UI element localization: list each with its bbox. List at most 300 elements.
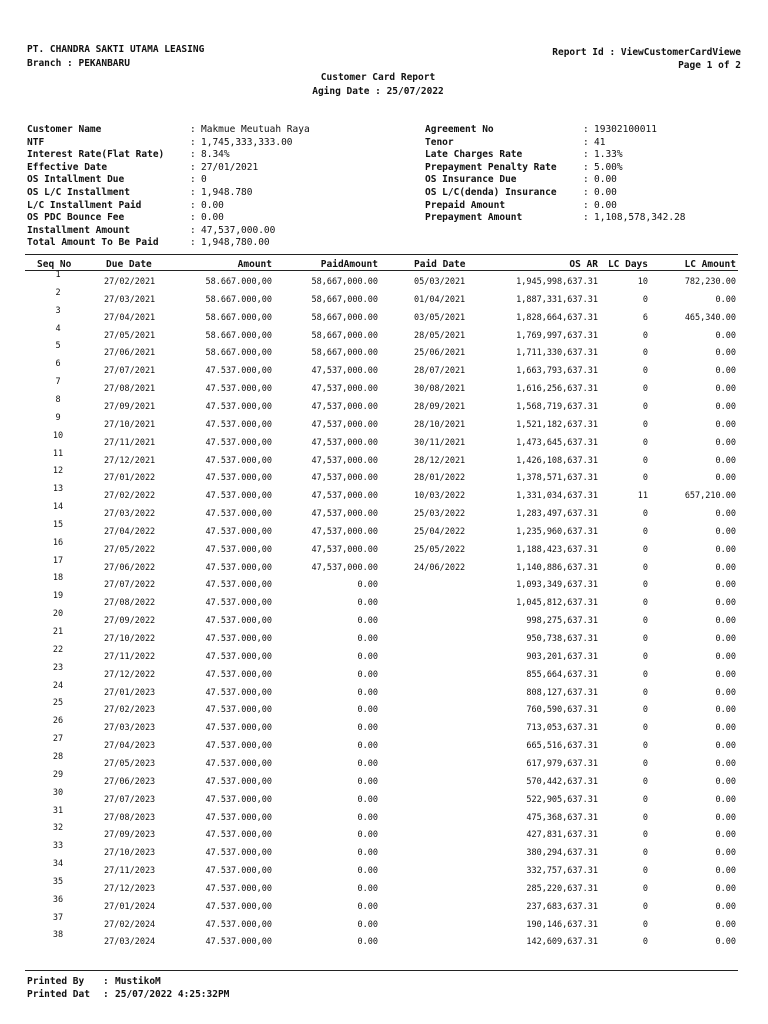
cell-lc-amount: 0.00 — [715, 419, 736, 430]
info-value: 41 — [594, 136, 606, 148]
cell-lc-amount: 0.00 — [715, 669, 736, 680]
table-row — [0, 377, 768, 396]
table-row — [0, 876, 768, 896]
cell-amount: 47.537.000,00 — [205, 384, 272, 395]
table-row — [0, 930, 768, 949]
info-label: OS Intallment Due — [27, 174, 125, 186]
cell-paid-amount: 0.00 — [357, 705, 378, 716]
cell-os-ar: 332,757,637.31 — [526, 866, 598, 877]
cell-lc-amount: 0.00 — [715, 901, 736, 912]
cell-due-date: 27/05/2023 — [104, 758, 156, 769]
cell-seq-no: 36 — [52, 894, 64, 905]
cell-paid-date: 25/05/2022 — [414, 544, 466, 555]
cell-due-date: 27/03/2021 — [104, 294, 156, 305]
cell-amount: 47.537.000,00 — [205, 526, 272, 537]
cell-os-ar: 190,146,637.31 — [526, 919, 598, 930]
cell-lc-amount: 0.00 — [715, 937, 736, 948]
cell-lc-amount: 0.00 — [715, 562, 736, 573]
cell-lc-amount: 0.00 — [715, 723, 736, 734]
cell-lc-days: 0 — [642, 473, 648, 484]
cell-lc-days: 0 — [642, 669, 648, 680]
info-label: Prepayment Penalty Rate — [425, 161, 557, 173]
col-amount: Amount — [237, 259, 272, 270]
info-label: Customer Name — [27, 124, 102, 135]
cell-seq-no: 19 — [52, 591, 64, 602]
cell-os-ar: 1,283,497,637.31 — [516, 509, 598, 520]
cell-os-ar: 1,887,331,637.31 — [516, 294, 598, 305]
info-value: 0 — [201, 174, 207, 186]
cell-paid-amount: 0.00 — [357, 848, 378, 859]
cell-os-ar: 1,140,886,637.31 — [516, 562, 598, 573]
cell-amount: 47.537.000,00 — [205, 616, 272, 627]
cell-paid-amount: 0.00 — [357, 830, 378, 841]
company-name: PT. CHANDRA SAKTI UTAMA LEASING — [27, 44, 205, 55]
cell-lc-amount: 0.00 — [715, 705, 736, 716]
cell-seq-no: 30 — [52, 787, 64, 798]
info-value: 0.00 — [201, 212, 224, 224]
cell-paid-date: 03/05/2021 — [414, 312, 466, 323]
cell-paid-amount: 58,667,000.00 — [311, 294, 378, 305]
cell-lc-days: 0 — [642, 544, 648, 555]
cell-os-ar: 855,664,637.31 — [526, 669, 598, 680]
table-row — [0, 287, 768, 307]
cell-lc-days: 0 — [642, 830, 648, 841]
cell-amount: 47.537.000,00 — [205, 598, 272, 609]
table-row — [0, 751, 768, 771]
cell-seq-no: 22 — [52, 644, 64, 655]
table-row — [0, 823, 768, 842]
cell-seq-no: 7 — [55, 377, 61, 388]
cell-amount: 47.537.000,00 — [205, 580, 272, 591]
footer-rule — [25, 970, 738, 971]
cell-amount: 47.537.000,00 — [205, 634, 272, 644]
cell-os-ar: 998,275,637.31 — [526, 616, 598, 627]
branch: Branch : PEKANBARU — [27, 58, 130, 69]
info-value: 0.00 — [594, 187, 617, 198]
info-label: Prepaid Amount — [425, 199, 506, 211]
cell-paid-amount: 47,537,000.00 — [311, 437, 378, 448]
cell-paid-date: 01/04/2021 — [414, 294, 466, 305]
table-row — [0, 680, 768, 700]
cell-seq-no: 10 — [52, 430, 64, 441]
cell-amount: 58.667.000,00 — [205, 277, 272, 287]
cell-seq-no: 6 — [55, 359, 61, 370]
cell-os-ar: 570,442,637.31 — [526, 776, 598, 787]
table-row — [0, 805, 768, 825]
cell-due-date: 27/06/2021 — [104, 348, 156, 359]
cell-amount: 47.537.000,00 — [205, 562, 272, 573]
cell-paid-amount: 47,537,000.00 — [311, 491, 378, 502]
col-lc-days: LC Days — [607, 259, 648, 270]
cell-paid-date: 25/06/2021 — [414, 348, 466, 359]
info-label: Interest Rate(Flat Rate) — [27, 149, 165, 161]
info-value: 5.00% — [594, 161, 623, 173]
cell-os-ar: 1,568,719,637.31 — [516, 401, 598, 412]
cell-lc-days: 0 — [642, 741, 648, 752]
cell-paid-amount: 0.00 — [357, 580, 378, 591]
cell-seq-no: 26 — [52, 716, 64, 727]
cell-paid-date: 05/03/2021 — [414, 277, 466, 287]
cell-paid-amount: 0.00 — [357, 616, 378, 627]
cell-amount: 47.537.000,00 — [205, 866, 272, 877]
cell-lc-amount: 0.00 — [715, 812, 736, 823]
info-label: OS Insurance Due — [425, 174, 517, 186]
cell-lc-amount: 0.00 — [715, 384, 736, 395]
cell-lc-days: 10 — [637, 277, 648, 287]
cell-lc-amount: 0.00 — [715, 651, 736, 662]
cell-lc-days: 0 — [642, 866, 648, 877]
table-row — [0, 859, 768, 878]
cell-seq-no: 4 — [55, 323, 61, 334]
table-row — [0, 323, 768, 343]
cell-due-date: 27/08/2021 — [104, 384, 156, 395]
cell-due-date: 27/07/2023 — [104, 794, 156, 805]
cell-amount: 58.667.000,00 — [205, 348, 272, 359]
cell-paid-date: 28/05/2021 — [414, 330, 466, 341]
info-value: 47,537,000.00 — [201, 224, 276, 236]
table-row — [0, 412, 768, 432]
cell-amount: 47.537.000,00 — [205, 705, 272, 716]
info-value: 1,745,333,333.00 — [201, 136, 293, 148]
cell-lc-amount: 0.00 — [715, 473, 736, 484]
cell-paid-date: 25/04/2022 — [414, 526, 466, 537]
cell-os-ar: 475,368,637.31 — [526, 812, 598, 823]
cell-os-ar: 1,473,645,637.31 — [516, 437, 598, 448]
cell-paid-amount: 0.00 — [357, 901, 378, 912]
cell-due-date: 27/03/2023 — [104, 723, 156, 734]
cell-os-ar: 522,905,637.31 — [526, 794, 598, 805]
cell-paid-amount: 47,537,000.00 — [311, 384, 378, 395]
cell-os-ar: 665,516,637.31 — [526, 741, 598, 752]
cell-lc-amount: 0.00 — [715, 330, 736, 341]
cell-due-date: 27/03/2022 — [104, 509, 156, 520]
cell-amount: 47.537.000,00 — [205, 883, 272, 894]
cell-paid-amount: 0.00 — [357, 866, 378, 877]
cell-paid-date: 10/03/2022 — [414, 491, 466, 502]
cell-amount: 58.667.000,00 — [205, 312, 272, 323]
table-row — [0, 627, 768, 646]
cell-due-date: 27/11/2023 — [104, 866, 156, 877]
cell-seq-no: 16 — [52, 537, 64, 548]
table-row — [0, 734, 768, 753]
cell-os-ar: 1,426,108,637.31 — [516, 455, 598, 466]
cell-seq-no: 23 — [52, 662, 64, 673]
cell-seq-no: 21 — [52, 627, 64, 637]
table-row — [0, 448, 768, 468]
cell-due-date: 27/09/2023 — [104, 830, 156, 841]
cell-due-date: 27/07/2022 — [104, 580, 156, 591]
cell-os-ar: 617,979,637.31 — [526, 758, 598, 769]
cell-seq-no: 5 — [55, 341, 61, 352]
cell-lc-days: 0 — [642, 598, 648, 609]
table-row — [0, 537, 768, 557]
info-value: 1.33% — [594, 149, 623, 161]
cell-paid-amount: 0.00 — [357, 651, 378, 662]
info-label: OS PDC Bounce Fee — [27, 212, 125, 224]
cell-due-date: 27/11/2021 — [104, 437, 156, 448]
info-value: 0.00 — [201, 199, 224, 211]
cell-os-ar: 237,683,637.31 — [526, 901, 598, 912]
cell-lc-amount: 657,210.00 — [684, 491, 736, 502]
cell-amount: 47.537.000,00 — [205, 758, 272, 769]
info-value: 1,948,780.00 — [201, 237, 270, 249]
cell-lc-amount: 0.00 — [715, 758, 736, 769]
cell-seq-no: 37 — [52, 912, 64, 923]
cell-lc-amount: 0.00 — [715, 830, 736, 841]
cell-paid-date: 28/10/2021 — [414, 419, 466, 430]
cell-lc-days: 0 — [642, 348, 648, 359]
aging-date: Aging Date : 25/07/2022 — [312, 86, 444, 97]
col-paid-amount: PaidAmount — [320, 259, 378, 270]
cell-seq-no: 3 — [55, 305, 61, 316]
cell-lc-amount: 0.00 — [715, 598, 736, 609]
printed-by: MustikoM — [115, 976, 161, 987]
cell-lc-days: 0 — [642, 330, 648, 341]
cell-os-ar: 1,616,256,637.31 — [516, 384, 598, 395]
col-due-date: Due Date — [106, 259, 152, 270]
cell-amount: 47.537.000,00 — [205, 455, 272, 466]
cell-lc-days: 0 — [642, 848, 648, 859]
cell-paid-amount: 0.00 — [357, 776, 378, 787]
info-label: Agreement No — [425, 124, 494, 135]
cell-lc-days: 0 — [642, 919, 648, 930]
cell-lc-days: 0 — [642, 401, 648, 412]
cell-due-date: 27/05/2022 — [104, 544, 156, 555]
cell-amount: 47.537.000,00 — [205, 812, 272, 823]
cell-seq-no: 31 — [52, 805, 64, 816]
cell-due-date: 27/12/2021 — [104, 455, 156, 466]
cell-lc-amount: 0.00 — [715, 437, 736, 448]
info-value: Makmue Meutuah Raya — [201, 124, 310, 135]
table-row — [0, 466, 768, 485]
cell-amount: 47.537.000,00 — [205, 401, 272, 412]
cell-paid-amount: 0.00 — [357, 937, 378, 948]
cell-due-date: 27/03/2024 — [104, 937, 156, 948]
cell-lc-days: 0 — [642, 562, 648, 573]
cell-os-ar: 427,831,637.31 — [526, 830, 598, 841]
cell-lc-days: 0 — [642, 794, 648, 805]
cell-due-date: 27/02/2023 — [104, 705, 156, 716]
cell-lc-days: 0 — [642, 883, 648, 894]
cell-due-date: 27/01/2022 — [104, 473, 156, 484]
cell-due-date: 27/10/2022 — [104, 634, 156, 644]
table-row — [0, 394, 768, 414]
info-label: OS L/C Installment — [27, 187, 130, 198]
cell-seq-no: 14 — [52, 502, 64, 513]
info-value: 19302100011 — [594, 124, 657, 135]
info-value: 0.00 — [594, 199, 617, 211]
cell-lc-days: 0 — [642, 455, 648, 466]
cell-paid-amount: 0.00 — [357, 812, 378, 823]
cell-amount: 47.537.000,00 — [205, 366, 272, 377]
cell-lc-amount: 0.00 — [715, 526, 736, 537]
cell-amount: 47.537.000,00 — [205, 651, 272, 662]
cell-lc-days: 0 — [642, 437, 648, 448]
cell-paid-amount: 58,667,000.00 — [311, 330, 378, 341]
info-label: Installment Amount — [27, 224, 130, 236]
cell-lc-amount: 0.00 — [715, 401, 736, 412]
cell-os-ar: 380,294,637.31 — [526, 848, 598, 859]
cell-due-date: 27/10/2021 — [104, 419, 156, 430]
cell-paid-date: 28/01/2022 — [414, 473, 466, 484]
printed-date: 25/07/2022 4:25:32PM — [115, 989, 230, 1000]
cell-seq-no: 35 — [52, 876, 64, 887]
cell-seq-no: 15 — [52, 519, 64, 530]
cell-lc-amount: 0.00 — [715, 848, 736, 859]
cell-paid-amount: 47,537,000.00 — [311, 455, 378, 466]
cell-paid-amount: 0.00 — [357, 919, 378, 930]
table-row — [0, 912, 768, 932]
info-value: 1,108,578,342.28 — [594, 212, 686, 224]
cell-amount: 47.537.000,00 — [205, 419, 272, 430]
cell-lc-amount: 0.00 — [715, 580, 736, 591]
cell-seq-no: 32 — [52, 823, 64, 834]
cell-paid-amount: 0.00 — [357, 669, 378, 680]
table-row — [0, 894, 768, 914]
cell-lc-days: 0 — [642, 526, 648, 537]
table-row — [0, 841, 768, 860]
cell-lc-days: 0 — [642, 812, 648, 823]
cell-os-ar: 760,590,637.31 — [526, 705, 598, 716]
table-top-rule — [25, 254, 738, 255]
cell-os-ar: 1,711,330,637.31 — [516, 348, 598, 359]
cell-os-ar: 1,378,571,637.31 — [516, 473, 598, 484]
table-row — [0, 769, 768, 789]
cell-lc-days: 0 — [642, 634, 648, 644]
cell-paid-amount: 0.00 — [357, 687, 378, 698]
col-os-ar: OS AR — [569, 259, 598, 270]
cell-lc-days: 0 — [642, 723, 648, 734]
cell-seq-no: 25 — [52, 698, 64, 709]
cell-seq-no: 1 — [55, 270, 61, 280]
table-row — [0, 573, 768, 592]
cell-lc-days: 11 — [637, 491, 648, 502]
cell-due-date: 27/06/2022 — [104, 562, 156, 573]
cell-paid-amount: 47,537,000.00 — [311, 562, 378, 573]
cell-amount: 47.537.000,00 — [205, 687, 272, 698]
cell-paid-amount: 47,537,000.00 — [311, 509, 378, 520]
cell-paid-date: 30/11/2021 — [414, 437, 466, 448]
cell-os-ar: 1,769,997,637.31 — [516, 330, 598, 341]
cell-seq-no: 8 — [55, 394, 61, 405]
cell-lc-amount: 0.00 — [715, 348, 736, 359]
cell-amount: 47.537.000,00 — [205, 509, 272, 520]
cell-lc-amount: 0.00 — [715, 687, 736, 698]
cell-seq-no: 24 — [52, 680, 64, 691]
table-row — [0, 644, 768, 664]
cell-lc-amount: 0.00 — [715, 509, 736, 520]
cell-seq-no: 9 — [55, 412, 61, 423]
cell-due-date: 27/04/2023 — [104, 741, 156, 752]
cell-paid-date: 24/06/2022 — [414, 562, 466, 573]
info-label: Prepayment Amount — [425, 212, 523, 224]
table-row — [0, 519, 768, 539]
cell-amount: 47.537.000,00 — [205, 437, 272, 448]
cell-seq-no: 34 — [52, 859, 64, 870]
cell-amount: 47.537.000,00 — [205, 669, 272, 680]
cell-seq-no: 27 — [52, 734, 64, 745]
cell-paid-amount: 47,537,000.00 — [311, 526, 378, 537]
table-row — [0, 555, 768, 575]
cell-lc-amount: 0.00 — [715, 366, 736, 377]
cell-paid-date: 28/07/2021 — [414, 366, 466, 377]
cell-lc-amount: 0.00 — [715, 294, 736, 305]
cell-os-ar: 142,609,637.31 — [526, 937, 598, 948]
cell-due-date: 27/04/2021 — [104, 312, 156, 323]
table-row — [0, 662, 768, 682]
info-label: Tenor — [425, 136, 454, 148]
cell-lc-amount: 0.00 — [715, 544, 736, 555]
cell-amount: 47.537.000,00 — [205, 776, 272, 787]
cell-lc-days: 0 — [642, 366, 648, 377]
cell-lc-days: 0 — [642, 937, 648, 948]
cell-lc-amount: 0.00 — [715, 794, 736, 805]
cell-paid-amount: 0.00 — [357, 598, 378, 609]
cell-due-date: 27/11/2022 — [104, 651, 156, 662]
cell-due-date: 27/02/2024 — [104, 919, 156, 930]
cell-amount: 47.537.000,00 — [205, 491, 272, 502]
cell-lc-days: 0 — [642, 901, 648, 912]
table-header-rule — [25, 270, 738, 271]
cell-lc-days: 0 — [642, 419, 648, 430]
cell-os-ar: 1,045,812,637.31 — [516, 598, 598, 609]
cell-lc-days: 0 — [642, 580, 648, 591]
col-seq-no: Seq No — [37, 259, 72, 270]
cell-amount: 47.537.000,00 — [205, 741, 272, 752]
table-row — [0, 430, 768, 450]
cell-lc-amount: 782,230.00 — [684, 277, 736, 287]
cell-amount: 58.667.000,00 — [205, 294, 272, 305]
cell-due-date: 27/02/2021 — [104, 277, 156, 287]
cell-seq-no: 33 — [52, 841, 64, 852]
table-row — [0, 698, 768, 717]
cell-lc-amount: 0.00 — [715, 776, 736, 787]
report-id: Report Id : ViewCustomerCardViewe — [552, 47, 741, 58]
info-label: Effective Date — [27, 161, 108, 173]
cell-os-ar: 1,521,182,637.31 — [516, 419, 598, 430]
cell-paid-amount: 47,537,000.00 — [311, 419, 378, 430]
cell-paid-amount: 47,537,000.00 — [311, 401, 378, 412]
table-row — [0, 341, 768, 360]
cell-lc-amount: 0.00 — [715, 883, 736, 894]
cell-os-ar: 1,828,664,637.31 — [516, 312, 598, 323]
cell-os-ar: 1,235,960,637.31 — [516, 526, 598, 537]
table-row — [0, 609, 768, 628]
cell-paid-date: 25/03/2022 — [414, 509, 466, 520]
cell-lc-amount: 465,340.00 — [684, 312, 736, 323]
cell-os-ar: 808,127,637.31 — [526, 687, 598, 698]
table-row — [0, 305, 768, 325]
cell-os-ar: 903,201,637.31 — [526, 651, 598, 662]
cell-amount: 47.537.000,00 — [205, 919, 272, 930]
cell-due-date: 27/05/2021 — [104, 330, 156, 341]
cell-lc-amount: 0.00 — [715, 455, 736, 466]
cell-paid-amount: 47,537,000.00 — [311, 544, 378, 555]
cell-os-ar: 950,738,637.31 — [526, 634, 598, 644]
table-row — [0, 502, 768, 521]
cell-paid-amount: 0.00 — [357, 634, 378, 644]
cell-due-date: 27/07/2021 — [104, 366, 156, 377]
info-value: 1,948.780 — [201, 187, 253, 198]
cell-paid-amount: 0.00 — [357, 758, 378, 769]
info-label: Total Amount To Be Paid — [27, 237, 159, 249]
cell-paid-amount: 47,537,000.00 — [311, 366, 378, 377]
cell-os-ar: 1,945,998,637.31 — [516, 277, 598, 287]
table-row — [0, 787, 768, 807]
cell-seq-no: 2 — [55, 287, 61, 298]
cell-due-date: 27/04/2022 — [104, 526, 156, 537]
cell-paid-amount: 58,667,000.00 — [311, 277, 378, 287]
